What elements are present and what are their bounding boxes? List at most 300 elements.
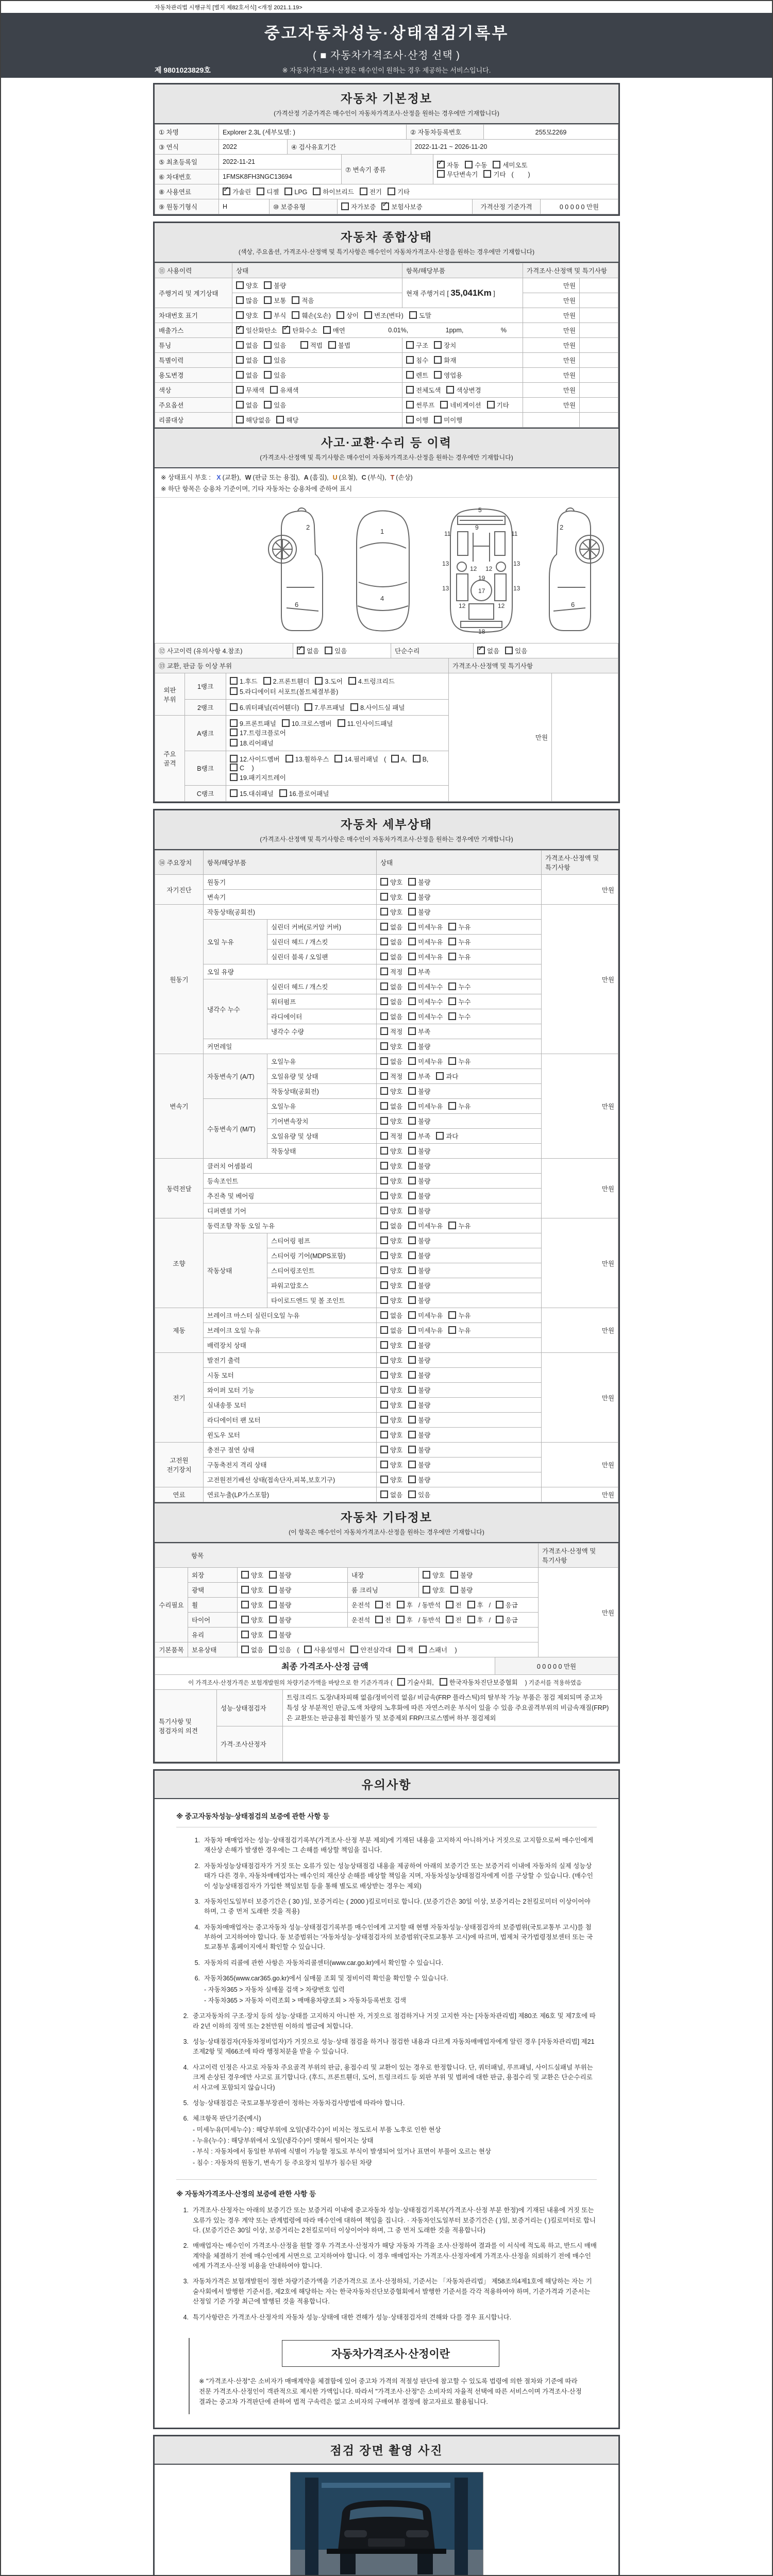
state-options <box>377 875 542 890</box>
rank-items <box>226 751 449 786</box>
item-label: 클러치 어셈블리 <box>204 1159 377 1174</box>
checkbox-option[interactable] <box>448 1012 470 1021</box>
checkbox-option[interactable] <box>408 1131 430 1141</box>
checkbox-option[interactable] <box>408 937 443 946</box>
checkbox-option[interactable] <box>493 160 527 170</box>
checkbox-option[interactable] <box>434 355 456 365</box>
checkbox-option[interactable] <box>230 773 286 782</box>
checkbox-option[interactable] <box>408 967 430 976</box>
option-label: 15.대쉬패널 <box>240 790 274 798</box>
checkbox-option[interactable] <box>450 1585 473 1595</box>
remark-cell <box>580 293 618 308</box>
checkbox-option[interactable] <box>408 1087 430 1096</box>
checkbox-option[interactable] <box>448 952 470 961</box>
checkbox-option[interactable] <box>496 1615 518 1624</box>
checkbox-option[interactable] <box>284 188 307 196</box>
checkbox-option[interactable] <box>380 1027 402 1036</box>
checkbox-option[interactable] <box>380 1251 402 1260</box>
checkbox-icon <box>323 326 331 334</box>
checkbox-option[interactable] <box>408 952 443 961</box>
checkbox-option[interactable] <box>380 1206 402 1215</box>
checkbox-option[interactable] <box>230 738 274 748</box>
room-cleaning-options <box>419 1583 539 1598</box>
checkbox-option[interactable] <box>437 170 478 179</box>
checkbox-option[interactable] <box>448 937 470 946</box>
option-label: 기술사회, <box>407 1679 434 1686</box>
checkbox-option[interactable] <box>380 997 402 1006</box>
diagram-number: 2 <box>560 523 564 531</box>
option-label: 보통 <box>274 297 287 304</box>
checkbox-option[interactable] <box>350 703 405 712</box>
checkbox-option[interactable] <box>350 1645 391 1654</box>
notice-item-number: 4. <box>194 1923 200 1931</box>
option-label: 전 <box>384 1617 391 1624</box>
option-label: 불량 <box>418 1357 431 1364</box>
checkbox-option[interactable] <box>419 1645 447 1654</box>
checkbox-option[interactable] <box>264 341 286 350</box>
tire-detail-options <box>348 1613 539 1628</box>
checkbox-option[interactable] <box>408 1326 443 1335</box>
interior-label: 내장 <box>348 1568 419 1583</box>
checkbox-option[interactable] <box>360 187 382 196</box>
checkbox-icon <box>292 296 299 304</box>
checkbox-option[interactable] <box>434 370 462 380</box>
checkbox-option[interactable] <box>408 1191 430 1200</box>
checkbox-option[interactable] <box>505 646 527 655</box>
state-options <box>377 1323 542 1338</box>
checkbox-option[interactable] <box>241 1630 263 1639</box>
checkbox-option[interactable] <box>264 296 286 305</box>
checkbox-option[interactable] <box>380 877 402 887</box>
checkbox-option[interactable] <box>257 187 279 196</box>
checkbox-option[interactable] <box>408 1146 430 1156</box>
checkbox-option[interactable] <box>408 1445 430 1454</box>
checkbox-option[interactable] <box>264 355 286 365</box>
checkbox-option[interactable] <box>348 676 395 686</box>
vin-mark-row <box>155 308 618 323</box>
checkbox-option[interactable] <box>408 1057 443 1066</box>
checkbox-option[interactable] <box>241 1585 263 1595</box>
checkbox-icon <box>408 893 416 901</box>
option-label: 있음 <box>274 372 287 379</box>
checkbox-option[interactable] <box>380 1042 402 1051</box>
checkbox-option[interactable] <box>408 1460 430 1469</box>
checkbox-option[interactable] <box>408 907 430 917</box>
checkbox-option[interactable] <box>413 755 429 763</box>
checkbox-option[interactable] <box>380 1326 402 1335</box>
checkbox-option[interactable] <box>436 1072 458 1081</box>
checkbox-option[interactable] <box>380 1116 402 1126</box>
option-label: 양호 <box>390 1238 403 1245</box>
checkbox-option[interactable] <box>408 1266 430 1275</box>
checkbox-option[interactable] <box>282 719 332 728</box>
checkbox-option[interactable] <box>397 1600 413 1609</box>
checkbox-option[interactable] <box>408 1116 430 1126</box>
option-label: 불량 <box>418 1238 431 1245</box>
checkbox-icon <box>408 1296 416 1304</box>
option-label: 유채색 <box>280 387 299 394</box>
checkbox-icon <box>241 1586 249 1594</box>
option-label: 장치 <box>444 342 457 349</box>
checkbox-option[interactable] <box>380 1460 402 1469</box>
notice-item-number: 3. <box>183 2038 189 2045</box>
checkbox-option[interactable] <box>285 754 329 764</box>
checkbox-option[interactable] <box>448 1311 470 1320</box>
item-label: 커먼레일 <box>204 1039 377 1054</box>
checkbox-option[interactable] <box>397 1615 413 1624</box>
diagram-number: 11 <box>511 530 518 537</box>
checkbox-option[interactable] <box>292 311 331 320</box>
checkbox-option[interactable] <box>406 370 428 380</box>
checkbox-option[interactable] <box>380 1161 402 1171</box>
checkbox-option[interactable] <box>263 676 310 686</box>
misc-info-table <box>155 1543 618 1657</box>
checkbox-option[interactable] <box>230 789 274 798</box>
checkbox-option[interactable] <box>380 1146 402 1156</box>
checkbox-option[interactable] <box>408 997 443 1006</box>
checkbox-option[interactable] <box>269 1645 291 1654</box>
checkbox-icon <box>408 1222 416 1229</box>
checkbox-option[interactable] <box>380 967 402 976</box>
checkbox-option[interactable] <box>341 202 376 211</box>
checkbox-option[interactable] <box>448 1221 470 1230</box>
option-label: 미세누유 <box>418 1103 443 1110</box>
checkbox-option[interactable] <box>448 982 470 991</box>
checkbox-option[interactable] <box>380 1281 402 1290</box>
checkbox-option[interactable] <box>236 311 258 320</box>
checkbox-option[interactable] <box>236 370 258 380</box>
checkbox-option[interactable] <box>292 296 314 305</box>
option-label: 불량 <box>279 1572 292 1579</box>
checkbox-option[interactable] <box>446 1600 462 1609</box>
checkbox-icon <box>397 1678 405 1686</box>
checkbox-option[interactable] <box>450 1570 473 1580</box>
checkbox-option[interactable] <box>397 1645 413 1654</box>
checkbox-icon <box>408 1012 416 1020</box>
checkbox-option[interactable] <box>269 1585 291 1595</box>
checkbox-option[interactable] <box>380 1341 402 1350</box>
checkbox-option[interactable] <box>483 170 506 179</box>
checkbox-option[interactable] <box>380 1221 402 1230</box>
checkbox-option[interactable] <box>408 1042 430 1051</box>
option-label: 있음 <box>279 1647 292 1654</box>
remark-cell <box>580 398 618 413</box>
checkbox-option[interactable] <box>264 281 286 290</box>
notice-item-number: 3. <box>194 1897 200 1905</box>
checkbox-icon <box>408 1087 416 1095</box>
checkbox-option[interactable] <box>408 1400 430 1410</box>
checkbox-icon <box>380 1222 388 1229</box>
checkbox-icon <box>269 1601 277 1608</box>
panel-zone-label: 외판 부위 <box>155 673 185 716</box>
checkbox-option[interactable] <box>408 1475 430 1484</box>
checkbox-option[interactable] <box>241 1615 263 1624</box>
notice-item-text: 매매업자는 매수인이 가격조사·산정을 원할 경우 가격조사·산정자가 해당 자동차 가격을 조사·산정하여 결과를 이 서식에 적도록 하고, 반드시 매매계약을 체결하기 전에 매수인에게 서면으로 고지하여야 합니다. 이 경우 매매업자는 가격조사·산정자에게 가격조사·산정을 의뢰하기 전에 매수인에게 가격조사·산정 비용을 안내하여야 합니다. <box>193 2242 597 2269</box>
checkbox-option[interactable] <box>269 1630 291 1639</box>
checkbox-option[interactable] <box>236 326 277 335</box>
notice-item-number: 5. <box>194 1959 200 1967</box>
checkbox-option[interactable] <box>241 1600 263 1609</box>
checkbox-option[interactable] <box>448 1326 470 1335</box>
checkbox-option[interactable] <box>380 1131 402 1141</box>
checkbox-option[interactable] <box>408 1027 430 1036</box>
checkbox-option[interactable] <box>334 754 378 764</box>
checkbox-option[interactable] <box>467 1615 483 1624</box>
basic-info-row-6 <box>155 199 618 214</box>
checkbox-option[interactable] <box>408 1490 430 1499</box>
checkbox-option[interactable] <box>364 311 404 320</box>
checkbox-option[interactable] <box>380 1475 402 1484</box>
checkbox-option[interactable] <box>465 160 487 170</box>
checkbox-option[interactable] <box>408 982 443 991</box>
car-name-value: Explorer 2.3L (세부모델: ) <box>219 125 407 140</box>
checkbox-option[interactable] <box>380 1445 402 1454</box>
option-label: 없음 <box>390 924 403 931</box>
checkbox-option[interactable] <box>380 1012 402 1021</box>
checkbox-option[interactable] <box>236 400 258 410</box>
detail-row <box>155 1159 618 1174</box>
checkbox-icon <box>230 719 238 727</box>
checkbox-option[interactable] <box>264 400 286 410</box>
checkbox-option[interactable] <box>380 1490 402 1499</box>
checkbox-option[interactable] <box>408 922 443 931</box>
checkbox-option[interactable] <box>305 703 345 712</box>
notice-header <box>155 1771 618 1799</box>
checkbox-option[interactable] <box>236 355 258 365</box>
checkbox-icon <box>450 1571 458 1579</box>
checkbox-option[interactable] <box>241 1570 263 1580</box>
checkbox-option[interactable] <box>408 892 430 902</box>
checkbox-option[interactable] <box>408 1311 443 1320</box>
checkbox-option[interactable] <box>269 1570 291 1580</box>
option-label: 불량 <box>418 1387 431 1394</box>
option-label: 가솔린 <box>232 189 251 196</box>
checkbox-option[interactable] <box>391 755 407 763</box>
checkbox-option[interactable] <box>337 311 359 320</box>
checkbox-option[interactable] <box>408 1012 443 1021</box>
checkbox-icon <box>236 356 244 364</box>
checkbox-option[interactable] <box>436 1131 458 1141</box>
checkbox-option[interactable] <box>408 1370 430 1380</box>
option-label: 없음 <box>390 1312 403 1319</box>
checkbox-icon <box>279 789 287 797</box>
checkbox-option[interactable] <box>380 1400 402 1410</box>
checkbox-option[interactable] <box>423 1570 445 1580</box>
checkbox-option[interactable] <box>236 415 271 425</box>
option-label: 불량 <box>279 1602 292 1609</box>
checkbox-option[interactable] <box>380 952 402 961</box>
checkbox-option[interactable] <box>380 1296 402 1305</box>
checkbox-option[interactable] <box>297 646 319 655</box>
checkbox-option[interactable] <box>236 296 258 305</box>
checkbox-option[interactable] <box>375 1615 391 1624</box>
gauge-state-options <box>232 278 402 293</box>
emission-cell <box>232 323 523 338</box>
checkbox-option[interactable] <box>408 1415 430 1425</box>
checkbox-option[interactable] <box>406 385 441 395</box>
checkbox-option[interactable] <box>380 1101 402 1111</box>
checkbox-option[interactable] <box>223 187 251 196</box>
checkbox-option[interactable] <box>408 1430 430 1439</box>
checkbox-option[interactable] <box>236 341 258 350</box>
checkbox-option[interactable] <box>406 355 428 365</box>
checkbox-option[interactable] <box>408 1161 430 1171</box>
checkbox-icon <box>423 1571 430 1579</box>
checkbox-option[interactable] <box>300 341 323 350</box>
checkbox-option[interactable] <box>408 1355 430 1365</box>
checkbox-option[interactable] <box>381 202 422 211</box>
checkbox-option[interactable] <box>406 415 428 425</box>
checkbox-option[interactable] <box>325 646 347 655</box>
checkbox-option[interactable] <box>408 1221 443 1230</box>
state-options <box>377 964 542 979</box>
checkbox-option[interactable] <box>269 1600 291 1609</box>
checkbox-option[interactable] <box>408 877 430 887</box>
checkbox-icon <box>408 923 416 930</box>
checkbox-option[interactable] <box>236 385 264 395</box>
checkbox-option[interactable] <box>434 341 456 350</box>
checkbox-option[interactable] <box>380 1415 402 1425</box>
option-label: 1.후드 <box>240 678 258 685</box>
checkbox-option[interactable] <box>380 982 402 991</box>
checkbox-option[interactable] <box>409 311 431 320</box>
checkbox-option[interactable] <box>380 907 402 917</box>
checkbox-option[interactable] <box>380 1072 402 1081</box>
checkbox-option[interactable] <box>315 676 343 686</box>
checkbox-option[interactable] <box>408 1385 430 1395</box>
item-label: 브레이크 마스터 실린더오일 누유 <box>204 1308 377 1323</box>
checkbox-option[interactable] <box>380 1311 402 1320</box>
checkbox-option[interactable] <box>264 370 286 380</box>
checkbox-option[interactable] <box>406 341 428 350</box>
checkbox-option[interactable] <box>380 1191 402 1200</box>
option-label: 잭 <box>407 1647 413 1654</box>
rank-label: C랭크 <box>185 786 226 802</box>
checkbox-option[interactable] <box>408 1176 430 1185</box>
checkbox-option[interactable] <box>380 1385 402 1395</box>
checkbox-icon <box>408 1162 416 1170</box>
checkbox-option[interactable] <box>408 1206 430 1215</box>
checkbox-option[interactable] <box>230 703 299 712</box>
main-option-label: 주요옵션 <box>155 398 232 413</box>
checkbox-option[interactable] <box>496 1600 518 1609</box>
checkbox-option[interactable] <box>408 1281 430 1290</box>
checkbox-option[interactable] <box>380 1430 402 1439</box>
option-label: 양호 <box>246 312 259 319</box>
checkbox-icon <box>448 1057 456 1065</box>
checkbox-option[interactable] <box>406 400 434 410</box>
checkbox-option[interactable] <box>408 1251 430 1260</box>
checkbox-option[interactable] <box>282 326 317 335</box>
option-label: 불법 <box>338 342 351 349</box>
checkbox-option[interactable] <box>408 1296 430 1305</box>
checkbox-option[interactable] <box>380 922 402 931</box>
checkbox-option[interactable] <box>423 1585 445 1595</box>
option-label: 없음 <box>246 342 259 349</box>
checkbox-option[interactable] <box>408 1072 430 1081</box>
checkbox-option[interactable] <box>264 311 286 320</box>
checkbox-option[interactable] <box>448 1057 470 1066</box>
checkbox-option[interactable] <box>448 1101 470 1111</box>
checkbox-option[interactable] <box>380 937 402 946</box>
diagram-number: 12 <box>459 602 466 609</box>
checkbox-option[interactable] <box>448 922 470 931</box>
checkbox-option[interactable] <box>477 646 499 655</box>
state-symbol: C <box>361 474 366 481</box>
checkbox-option[interactable] <box>279 789 329 798</box>
checkbox-option[interactable] <box>230 764 244 772</box>
checkbox-option[interactable] <box>276 415 298 425</box>
checkbox-option[interactable] <box>313 187 354 196</box>
checkbox-icon <box>241 1601 249 1608</box>
checkbox-option[interactable] <box>380 1355 402 1365</box>
checkbox-option[interactable] <box>408 1236 430 1245</box>
checkbox-option[interactable] <box>397 1677 434 1687</box>
checkbox-option[interactable] <box>440 1677 518 1687</box>
tuning-row <box>155 338 618 353</box>
checkbox-option[interactable] <box>437 160 459 170</box>
checkbox-option[interactable] <box>328 341 350 350</box>
checkbox-option[interactable] <box>230 719 276 728</box>
checkbox-option[interactable] <box>304 1645 345 1654</box>
checkbox-icon <box>408 982 416 990</box>
rank-label: B랭크 <box>185 751 226 786</box>
checkbox-option[interactable] <box>269 1615 291 1624</box>
checkbox-icon <box>236 386 244 394</box>
checkbox-option[interactable] <box>323 326 345 335</box>
option-label: 13.휠하우스 <box>295 756 329 763</box>
checkbox-option[interactable] <box>230 754 280 764</box>
checkbox-option[interactable] <box>446 1615 462 1624</box>
checkbox-option[interactable] <box>270 385 298 395</box>
checkbox-option[interactable] <box>380 1370 402 1380</box>
checkbox-option[interactable] <box>380 1176 402 1185</box>
checkbox-icon <box>380 982 388 990</box>
notice-item <box>188 1897 597 1917</box>
checkbox-option[interactable] <box>241 1645 263 1654</box>
checkbox-option[interactable] <box>338 719 393 728</box>
checkbox-icon <box>408 1251 416 1259</box>
checkbox-option[interactable] <box>230 676 258 686</box>
checkbox-option[interactable] <box>388 187 410 196</box>
checkbox-option[interactable] <box>408 1101 443 1111</box>
checkbox-icon <box>408 1236 416 1244</box>
checkbox-option[interactable] <box>434 415 462 425</box>
checkbox-option[interactable] <box>446 385 481 395</box>
checkbox-option[interactable] <box>380 1266 402 1275</box>
checkbox-option[interactable] <box>230 687 338 696</box>
checkbox-option[interactable] <box>467 1600 483 1609</box>
checkbox-option[interactable] <box>487 400 509 410</box>
overall-condition-header <box>155 223 618 263</box>
checkbox-option[interactable] <box>440 400 481 410</box>
checkbox-icon <box>448 923 456 930</box>
checkbox-option[interactable] <box>380 1087 402 1096</box>
col-price: 가격조사·산정액 및 특기사항 <box>542 851 618 875</box>
checkbox-option[interactable] <box>448 997 470 1006</box>
item-label: 발전기 출력 <box>204 1353 377 1368</box>
checkbox-option[interactable] <box>236 281 258 290</box>
checkbox-icon <box>230 703 238 711</box>
device-group-label: 자기진단 <box>155 875 204 905</box>
checkbox-option[interactable] <box>380 1057 402 1066</box>
checkbox-option[interactable] <box>375 1600 391 1609</box>
checkbox-option[interactable] <box>380 892 402 902</box>
checkbox-option[interactable] <box>408 1341 430 1350</box>
checkbox-option[interactable] <box>380 1236 402 1245</box>
checkbox-option[interactable] <box>230 728 286 737</box>
accident-history-label: ⑫ 사고이력 (유의사항 4.참조) <box>155 643 293 658</box>
